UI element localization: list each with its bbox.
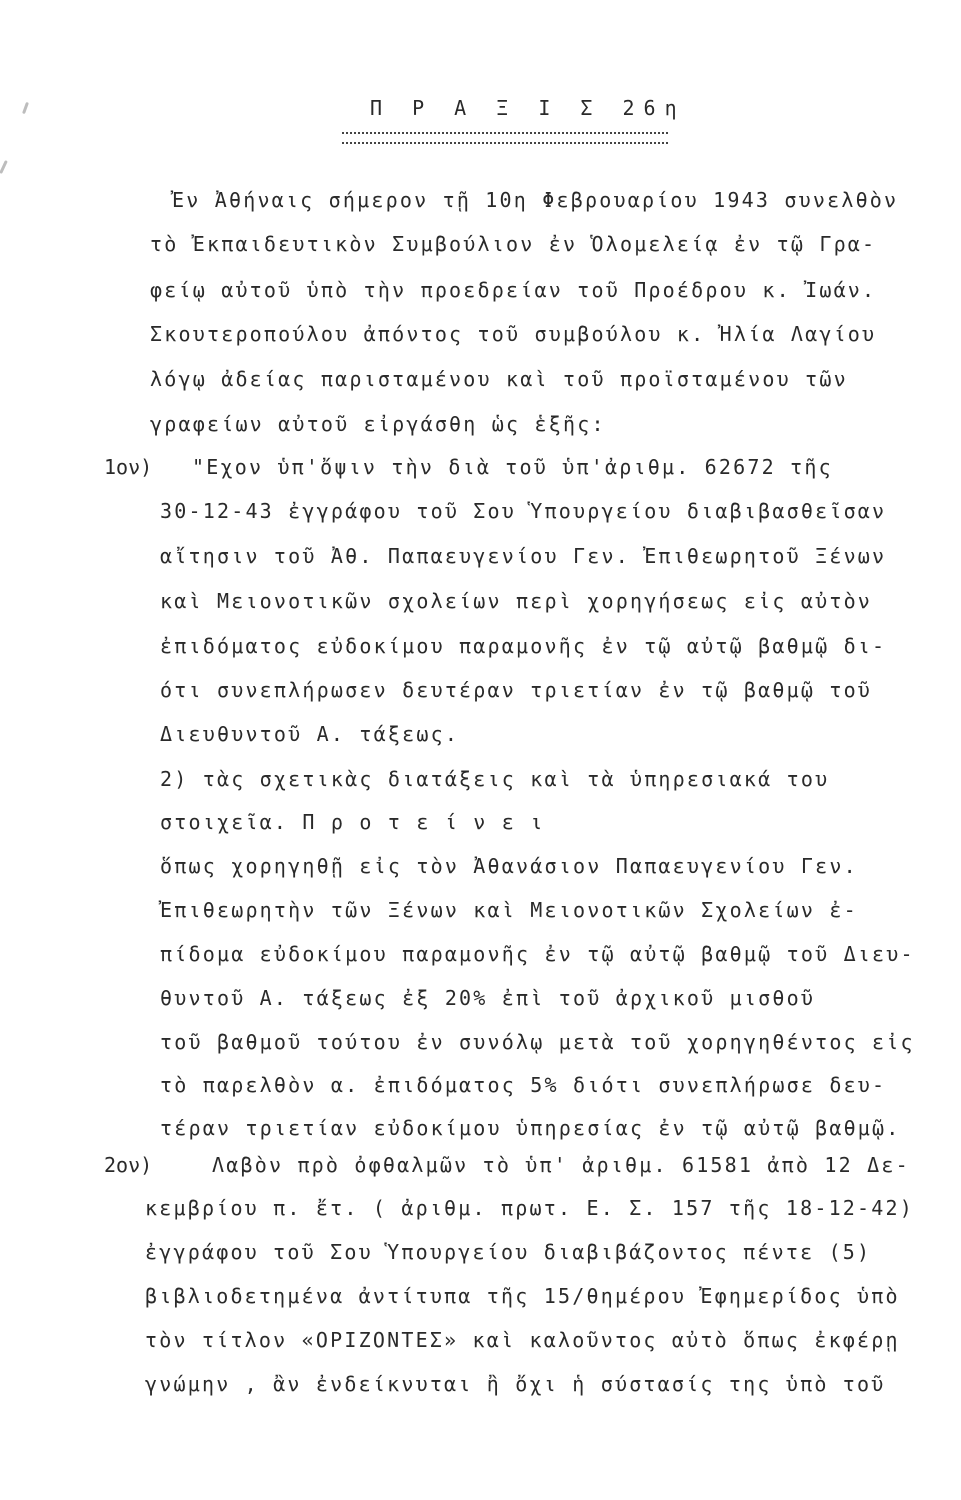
text-line: λόγῳ ἀδείας παρισταμένου καὶ τοῦ προϊσταμένου τῶν [150, 367, 848, 391]
text-line: αἴτησιν τοῦ Ἀθ. Παπαευγενίου Γεν. Ἐπιθεωρητοῦ Ξένων [160, 544, 887, 568]
text-line: Διευθυντοῦ Α. τάξεως. [160, 722, 460, 746]
text-line: θυντοῦ Α. τάξεως ἐξ 20% ἐπὶ τοῦ ἀρχικοῦ μισθοῦ [160, 986, 816, 1010]
text-line: στοιχεῖα. Π ρ ο τ ε ί ν ε ι [160, 810, 545, 834]
text-line: τὸ παρελθὸν α. ἐπιδόματος 5% διότι συνεπλήρωσε δευ- [160, 1073, 887, 1097]
text-line: Λαβὸν πρὸ ὀφθαλμῶν τὸ ὑπ' ἀριθμ. 61581 ἀπὸ 12 Δε- [212, 1153, 910, 1177]
text-line: 30-12-43 ἐγγράφου τοῦ Σου Ὑπουργείου διαβιβασθεῖσαν [160, 499, 887, 523]
text-line: Ἐν Ἀθήναις σήμερον τῇ 10η Φεβρουαρίου 1943 συνελθὸν [172, 188, 899, 212]
item-number-1: 1ον) [104, 455, 153, 479]
text-line: φείῳ αὐτοῦ ὑπὸ τὴν προεδρείαν τοῦ Προέδρου κ. Ἰωάν. [150, 278, 877, 302]
text-line: ἐγγράφου τοῦ Σου Ὑπουργείου διαβιβάζοντος πέντε (5) [145, 1240, 872, 1264]
text-line: ὅπως χορηγηθῇ εἰς τὸν Ἀθανάσιον Παπαευγενίου Γεν. [160, 854, 858, 878]
text-line: καὶ Μειονοτικῶν σχολείων περὶ χορηγήσεως εἰς αὐτὸν [160, 589, 873, 613]
text-line: τοῦ βαθμοῦ τούτου ἐν συνόλῳ μετὰ τοῦ χορηγηθέντος εἰς [160, 1030, 915, 1054]
item-number-2: 2ον) [104, 1153, 153, 1177]
text-line: τέραν τριετίαν εὐδοκίμου ὑπηρεσίας ἐν τῷ αὐτῷ βαθμῷ. [160, 1116, 901, 1140]
text-line: γραφείων αὐτοῦ εἰργάσθη ὡς ἑξῆς: [150, 412, 606, 436]
text-line: 2) τὰς σχετικὰς διατάξεις καὶ τὰ ὑπηρεσιακά του [160, 767, 830, 791]
text-line: ἐπιδόματος εὐδοκίμου παραμονῆς ἐν τῷ αὐτῷ βαθμῷ δι- [160, 634, 887, 658]
text-line: βιβλιοδετημένα ἀντίτυπα τῆς 15/θημέρου Ἐφημερίδος ὑπὸ [145, 1284, 900, 1308]
margin-mark [22, 102, 29, 114]
text-line: ότι συνεπλήρωσεν δευτέραν τριετίαν ἐν τῷ βαθμῷ τοῦ [160, 678, 873, 702]
text-line: γνώμην , ἂν ἐνδείκνυται ἢ ὄχι ἡ σύστασίς της ὑπὸ τοῦ [145, 1372, 886, 1396]
text-line: τὸν τίτλον «ΟΡΙΖΟΝΤΕΣ» καὶ καλοῦντος αὐτὸ ὅπως ἐκφέρῃ [145, 1328, 900, 1352]
text-line: "Εχον ὑπ'ὄψιν τὴν διὰ τοῦ ὑπ'ἀριθμ. 62672 τῆς [192, 455, 833, 479]
text-line: κεμβρίου π. ἔτ. ( ἀριθμ. πρωτ. Ε. Σ. 157 τῆς 18-12-42) [145, 1196, 915, 1220]
text-line: τὸ Ἐκπαιδευτικὸν Συμβούλιον ἐν Ὁλομελείᾳ ἐν τῷ Γρα- [150, 232, 877, 256]
text-line: πίδομα εὐδοκίμου παραμονῆς ἐν τῷ αὐτῷ βαθμῷ τοῦ Διευ- [160, 942, 915, 966]
text-line: Σκουτεροπούλου ἀπόντος τοῦ συμβούλου κ. Ἠλία Λαγίου [150, 322, 877, 346]
text-line: Ἐπιθεωρητὴν τῶν Ξένων καὶ Μειονοτικῶν Σχολείων ἐ- [160, 898, 858, 922]
margin-mark [0, 160, 8, 174]
title-underline [342, 132, 668, 144]
page-title: Π Ρ Α Ξ Ι Σ 26η [370, 96, 686, 120]
